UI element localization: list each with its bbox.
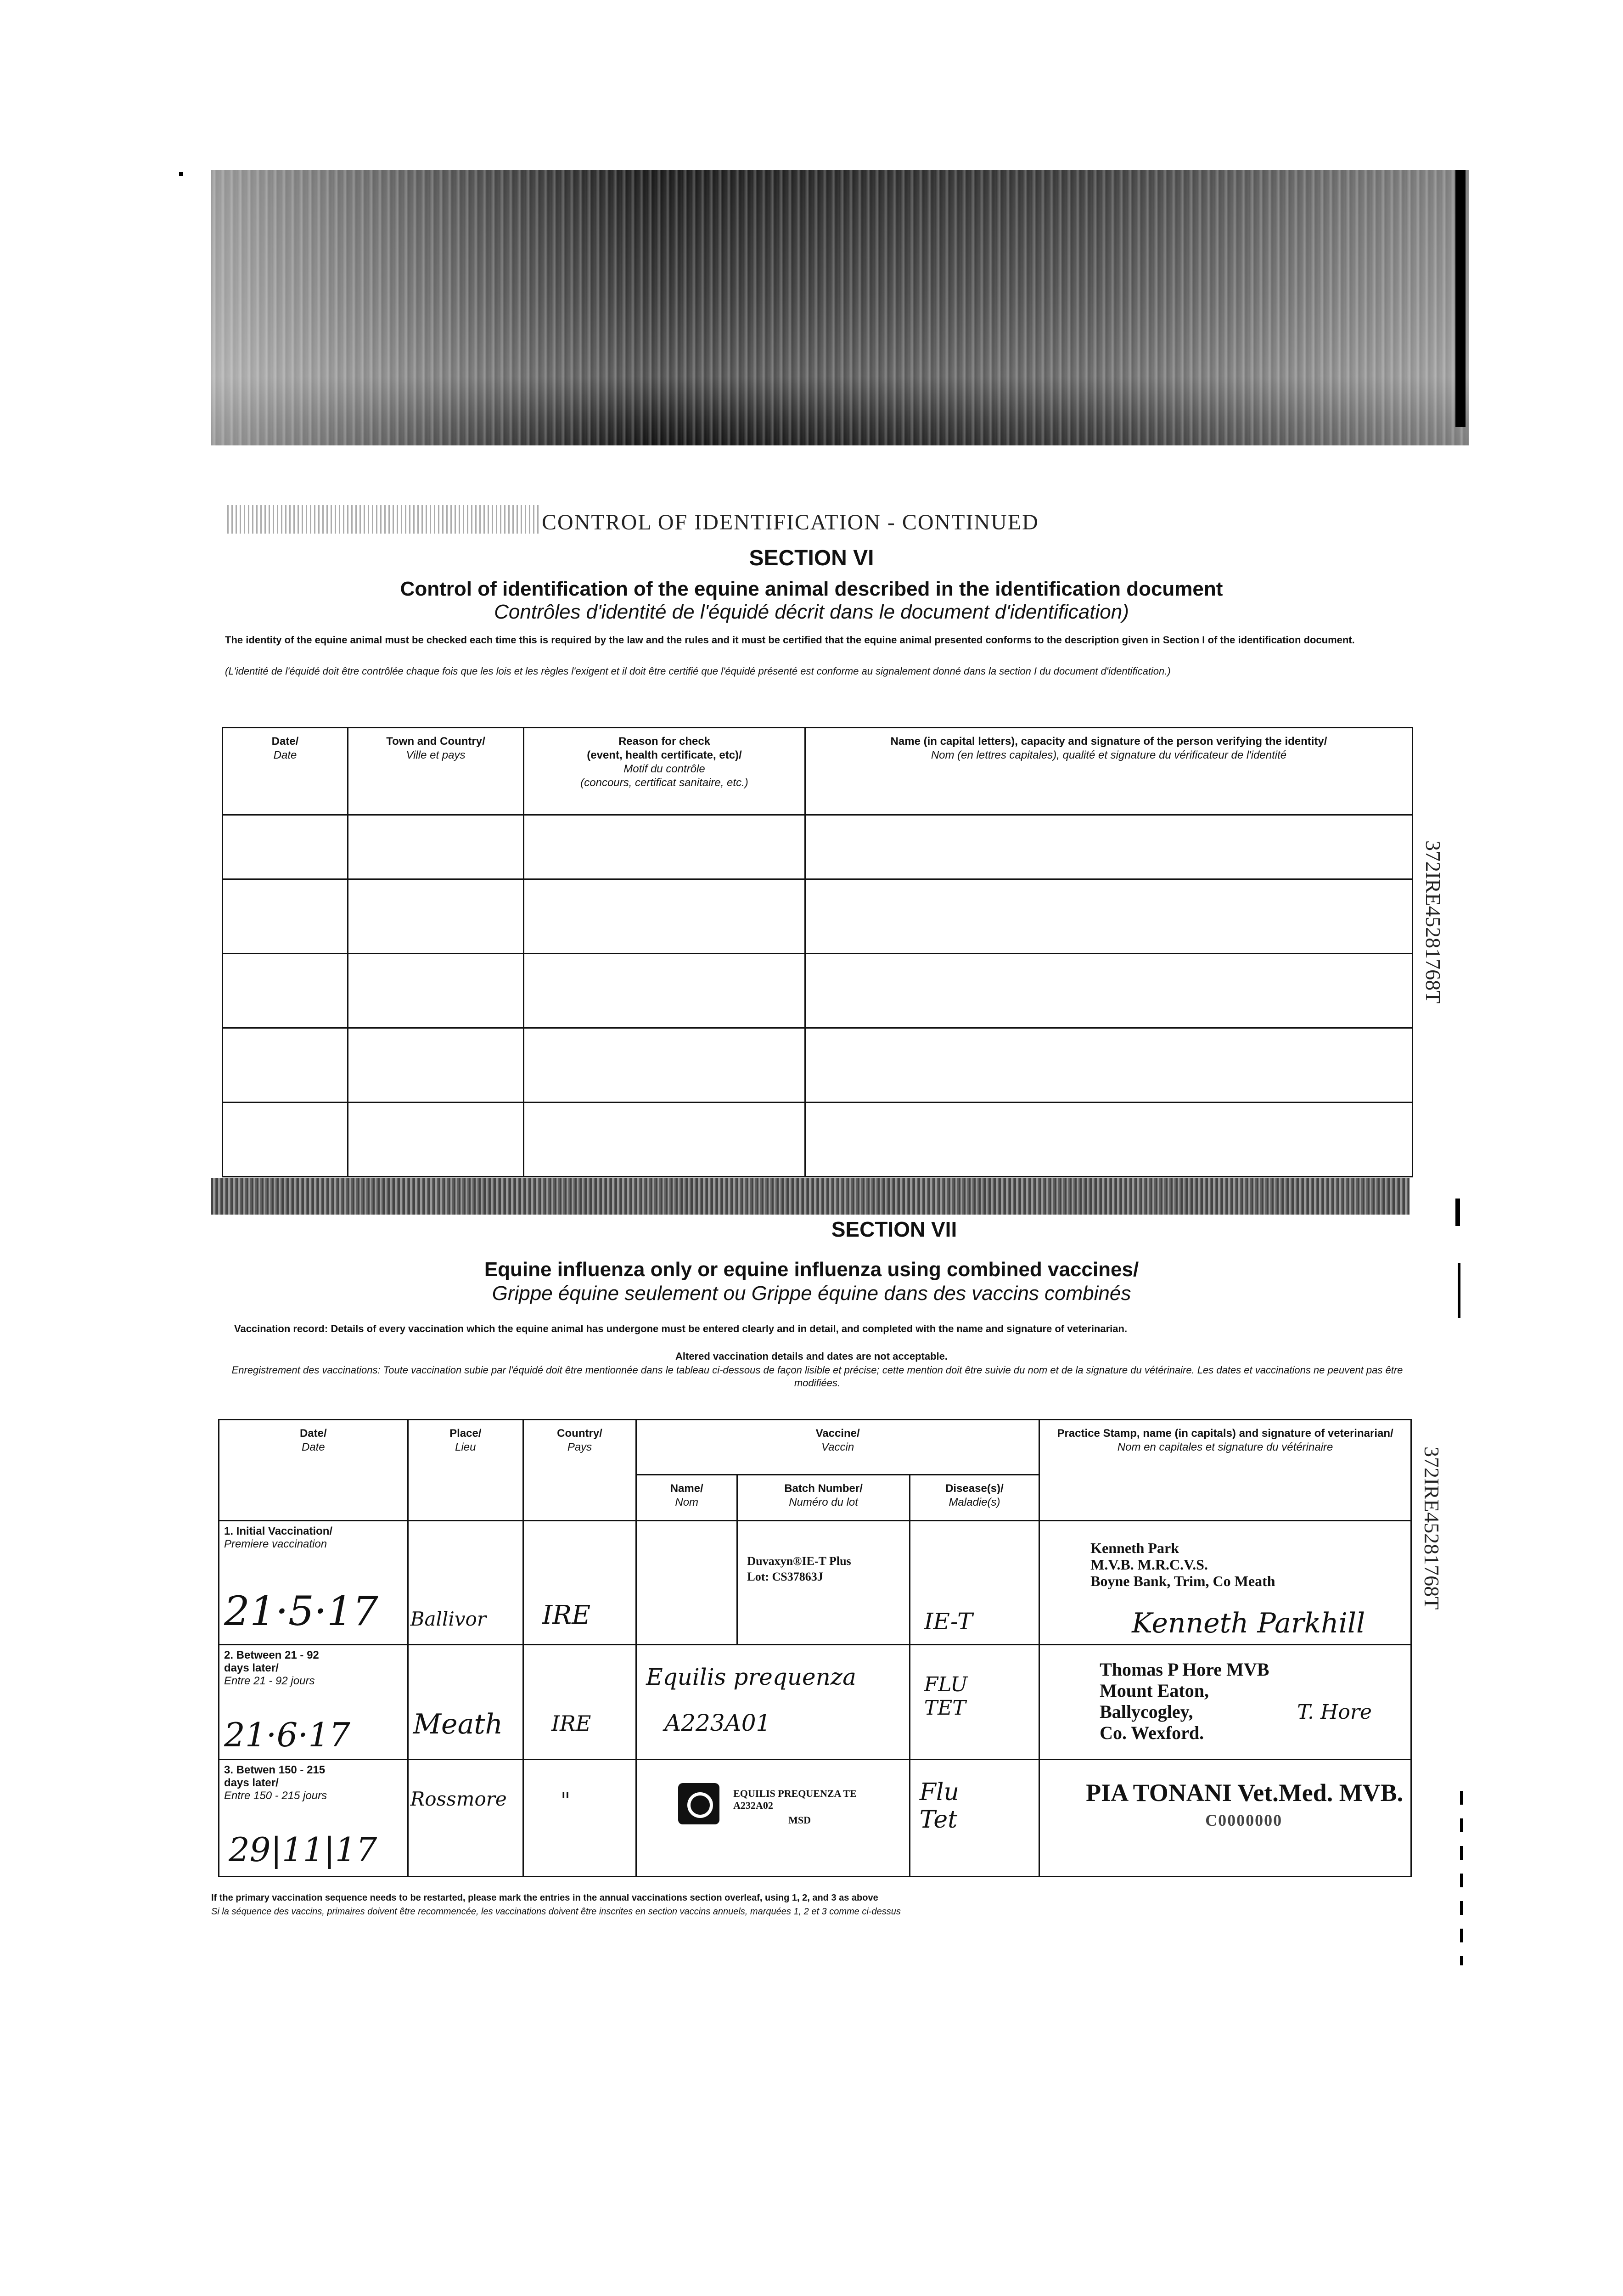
- row-disease: Flu Tet: [919, 1778, 959, 1834]
- vaccination-record-en-text: Details of every vaccination which the equine animal has undergone must be entered clearly and in detail, and completed with the name and signature of veterinarian.: [331, 1323, 1128, 1334]
- cell[interactable]: [805, 1028, 1413, 1103]
- vaccination-record-en2: Altered vaccination details and dates are not acceptable.: [675, 1351, 948, 1362]
- vet-stamp-code: C0000000: [1205, 1811, 1283, 1829]
- section7-heading: SECTION VII: [831, 1217, 957, 1241]
- col-batch: Batch Number/ Numéro du lot: [737, 1475, 910, 1521]
- cell[interactable]: [348, 1028, 524, 1103]
- row-batch-cell: [636, 1760, 910, 1877]
- cell[interactable]: [223, 815, 348, 879]
- row-disease: IE-T: [924, 1608, 973, 1635]
- row-practice-cell: [1039, 1645, 1411, 1760]
- cell[interactable]: [805, 815, 1413, 879]
- row-place-cell: [408, 1521, 523, 1645]
- footnote-fr: Si la séquence des vaccins, primaires doivent être recommencée, les vaccinations doivent être inscrites en section vaccins annuels, marquées 1, 2 et 3 comme ci-dessus: [211, 1907, 901, 1917]
- row-country-cell: [523, 1521, 636, 1645]
- row-country: ": [560, 1788, 571, 1812]
- row-batch: Duvaxyn®IE-T Plus Lot: CS37863J: [747, 1554, 851, 1583]
- col-practice: Practice Stamp, name (in capitals) and signature of veterinarian/ Nom en capitales et signature du vétérinaire: [1039, 1420, 1411, 1521]
- row-label-2: days later/: [224, 1662, 279, 1674]
- col-date: Date/ Date: [223, 728, 348, 815]
- row-place-cell: [408, 1645, 523, 1760]
- row-disease-cell: [910, 1521, 1039, 1645]
- row-country: IRE: [551, 1711, 591, 1736]
- cell[interactable]: [524, 1028, 805, 1103]
- vaccination-record-en-label: Vaccination record:: [234, 1323, 328, 1334]
- row-disease: FLU TET: [924, 1673, 968, 1720]
- page-title-continued: CONTROL OF IDENTIFICATION - CONTINUED: [542, 510, 1039, 535]
- row-vaccine-name: Equilis prequenza: [646, 1664, 856, 1690]
- row-date: 21·6·17: [224, 1716, 350, 1754]
- side-code-upper: 372IRE45281768T: [1421, 840, 1445, 1004]
- row-label: 1. Initial Vaccination/: [224, 1525, 333, 1537]
- cell[interactable]: [348, 879, 524, 954]
- cell[interactable]: [524, 1103, 805, 1177]
- row-place: Rossmore: [410, 1788, 507, 1810]
- row-place: Ballivor: [410, 1608, 486, 1630]
- vaccination-record-fr-text: Toute vaccination subie par l'équidé doit être mentionnée dans le tableau ci-dessous de façon lisible et précise; cette mention doit être suivie du nom et de la signature du vétérinaire. Les dates et vaccinations ne peuvent pas être modifiées.: [383, 1364, 1403, 1389]
- cell[interactable]: [223, 954, 348, 1028]
- vet-stamp: Thomas P Hore MVB Mount Eaton, Ballycogley, Co. Wexford.: [1100, 1659, 1269, 1743]
- vaccination-table: [218, 1419, 1412, 1877]
- row-date: 29|11|17: [229, 1830, 377, 1869]
- row-date: 21·5·17: [224, 1587, 378, 1635]
- cell[interactable]: [348, 954, 524, 1028]
- cell[interactable]: [524, 815, 805, 879]
- col-verifier: Name (in capital letters), capacity and signature of the person verifying the identity/ Nom (en lettres capitales), qualité et signature du vérificateur de l'identité: [805, 728, 1413, 815]
- row-place-cell: [408, 1760, 523, 1877]
- cell[interactable]: [805, 879, 1413, 954]
- row-date-cell: [219, 1645, 408, 1760]
- section6-title-en: Control of identification of the equine animal described in the identification document: [400, 578, 1223, 600]
- cell[interactable]: [223, 1028, 348, 1103]
- row-disease-cell: [910, 1645, 1039, 1760]
- cell[interactable]: [223, 879, 348, 954]
- cell[interactable]: [223, 1103, 348, 1177]
- vet-signature: Kenneth Parkhill: [1132, 1607, 1365, 1639]
- vaccine-logo-icon: [678, 1783, 719, 1824]
- scan-artifact-band: [211, 170, 1469, 445]
- row-label-2: days later/: [224, 1777, 279, 1789]
- vaccination-record-fr: [230, 1364, 1405, 1390]
- col-date: Date/ Date: [219, 1420, 408, 1521]
- side-code-lower: 372IRE45281768T: [1420, 1446, 1443, 1610]
- vaccine-brand: MSD: [788, 1814, 811, 1826]
- row-label: 3. Betwen 150 - 215: [224, 1764, 326, 1776]
- col-disease: Disease(s)/ Maladie(s): [910, 1475, 1039, 1521]
- cell[interactable]: [805, 954, 1413, 1028]
- row-date-cell: [219, 1760, 408, 1877]
- row-batch-cell: [737, 1521, 910, 1645]
- row-place: Meath: [413, 1708, 503, 1740]
- cell[interactable]: [524, 879, 805, 954]
- section6-note-en: The identity of the equine animal must be checked each time this is required by the law and the rules and it must be certified that the equine animal presented conforms to the description given in Section I of the identification document.: [225, 634, 1355, 646]
- cell[interactable]: [348, 1103, 524, 1177]
- row-country-cell: [523, 1760, 636, 1877]
- row-label-fr: Premiere vaccination: [224, 1538, 327, 1550]
- row-country-cell: [523, 1645, 636, 1760]
- cell[interactable]: [348, 815, 524, 879]
- scan-edge-bar: [1455, 170, 1466, 427]
- row-vaccine-name-cell: [636, 1521, 737, 1645]
- row-batch: A223A01: [664, 1710, 771, 1736]
- row-label-fr: Entre 21 - 92 jours: [224, 1675, 315, 1687]
- table-row: [219, 1645, 1411, 1760]
- scan-divider-band: [211, 1178, 1410, 1215]
- row-label: 2. Between 21 - 92: [224, 1649, 319, 1661]
- row-vaccine-name-cell: [636, 1645, 910, 1760]
- table-row: [219, 1521, 1411, 1645]
- header-dots: [227, 505, 539, 534]
- table-row: [219, 1760, 1411, 1877]
- col-town-country: Town and Country/ Ville et pays: [348, 728, 524, 815]
- row-practice-cell: [1039, 1760, 1411, 1877]
- vet-signature: T. Hore: [1297, 1700, 1372, 1724]
- cell[interactable]: [805, 1103, 1413, 1177]
- scan-edge-mark: [1460, 1791, 1463, 1965]
- scan-edge-mark: [179, 172, 183, 176]
- row-batch: EQUILIS PREQUENZA TE A232A02: [733, 1788, 857, 1811]
- vaccination-record-en: [234, 1322, 1410, 1335]
- cell[interactable]: [524, 954, 805, 1028]
- vaccination-record-fr-label: Enregistrement des vaccinations:: [231, 1364, 381, 1376]
- row-practice-cell: [1039, 1521, 1411, 1645]
- col-country: Country/ Pays: [523, 1420, 636, 1521]
- row-country: IRE: [542, 1600, 591, 1630]
- col-reason: Reason for check (event, health certificate, etc)/ Motif du contrôle (concours, certificat sanitaire, etc.): [524, 728, 805, 815]
- col-vaccine: Vaccine/ Vaccin: [636, 1420, 1039, 1475]
- footnote-en: If the primary vaccination sequence needs to be restarted, please mark the entries in the annual vaccinations section overleaf, using 1, 2, and 3 as above: [211, 1893, 878, 1903]
- section7-title-fr: Grippe équine seulement ou Grippe équine dans des vaccins combinés: [492, 1282, 1131, 1305]
- section6-heading: SECTION VI: [749, 546, 874, 570]
- row-disease-cell: [910, 1760, 1039, 1877]
- row-date-cell: [219, 1521, 408, 1645]
- section6-title-fr: Contrôles d'identité de l'équidé décrit dans le document d'identification): [494, 601, 1129, 623]
- vet-stamp: Kenneth Park M.V.B. M.R.C.V.S. Boyne Bank, Trim, Co Meath: [1090, 1540, 1275, 1589]
- col-place: Place/ Lieu: [408, 1420, 523, 1521]
- vet-stamp: PIA TONANI Vet.Med. MVB.: [1086, 1779, 1404, 1806]
- section6-note-fr: (L'identité de l'équidé doit être contrôlée chaque fois que les lois et les règles l'exigent et il doit être certifié que l'équidé présenté est conforme au signalement donné dans la section I du document d'identification.): [225, 665, 1171, 677]
- col-vaccine-name: Name/ Nom: [636, 1475, 737, 1521]
- row-label-fr: Entre 150 - 215 jours: [224, 1790, 327, 1802]
- identity-check-table: [222, 727, 1413, 1177]
- section7-title-en: Equine influenza only or equine influenza using combined vaccines/: [484, 1258, 1139, 1281]
